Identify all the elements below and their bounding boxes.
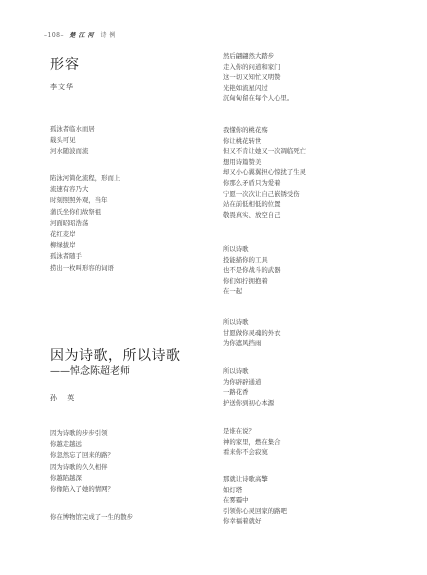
poem-line: 时刻照照外观，当年 xyxy=(50,196,108,205)
right-stanza-5 xyxy=(223,366,274,408)
poem-line: 陷泳河简化流程，形而上 xyxy=(50,174,121,182)
poem-line: 捞出一枚叫形容的词语 xyxy=(50,263,114,272)
right-stanza-3 xyxy=(223,244,281,297)
right-column xyxy=(223,0,393,575)
poem-line: 所以诗歌 xyxy=(223,367,249,375)
poem-line: 如灯塔 xyxy=(223,485,243,494)
poem-line: 宁愿一次次让自己嵌锈受伤 xyxy=(223,189,300,198)
poem-line: 河面昭昭浩荡 xyxy=(50,218,89,227)
page-number: –108– xyxy=(44,32,64,39)
right-stanza-6 xyxy=(223,426,281,458)
poem-line: 在一起 xyxy=(223,287,243,296)
poem-line: 你那么矛盾只为爱着 xyxy=(223,178,281,187)
poem-line: 敬畏真实、放空自己 xyxy=(223,210,281,219)
magazine-name: 楚 江 河 xyxy=(69,32,95,39)
poem1-author: 李文华 xyxy=(50,83,74,91)
poem2-stanza-1 xyxy=(50,428,114,495)
poem-line: 想用诗篇赞美 xyxy=(223,157,262,166)
section-name: 诗 例 xyxy=(100,32,116,39)
poem-line: 护送你到初心本源 xyxy=(223,398,275,407)
right-stanza-7 xyxy=(223,474,287,527)
poem-line: 你幸福着就好 xyxy=(223,517,262,526)
poem-line: 看来你不会寂寞 xyxy=(223,448,268,457)
poem1-stanza-1 xyxy=(50,124,95,158)
poem-line: 流速有容乃大 xyxy=(50,185,89,194)
right-stanza-4 xyxy=(223,317,281,349)
poem-line: 你让桃花转世 xyxy=(223,136,262,145)
poem-line: 载头可见 xyxy=(50,136,76,145)
poem1-title: 形容 xyxy=(50,57,80,73)
poem-line: 走入你的问道和家门 xyxy=(223,62,281,71)
poem-line: 花红麦岸 xyxy=(50,230,76,239)
poem-line: 河水随波而流 xyxy=(50,147,89,156)
poem-line: 为你遮风挡雨 xyxy=(223,339,262,348)
poem-line: 你像陷入了她的情网？ xyxy=(50,485,114,494)
poem-line: 甘愿做你灵魂的外衣 xyxy=(223,328,281,337)
poem-line: 在雾霾中 xyxy=(223,496,249,505)
poem-line: 你越走越远 xyxy=(50,440,82,449)
right-stanza-2 xyxy=(223,125,306,220)
poem-line: 沉甸甸留在每个人心里。 xyxy=(223,94,294,103)
poem2-author: 孙 英 xyxy=(50,394,79,402)
poem-line: 光艳如流星闪过 xyxy=(223,83,268,92)
poem2-subtitle: ——悼念陈超老师 xyxy=(50,366,130,377)
poem-line: 你在博物馆完成了一生的散步 xyxy=(50,513,134,521)
poem-line: 然后翩翩然大踏步 xyxy=(223,52,275,60)
poem-line: 你忽然忘了回来的路？ xyxy=(50,451,114,460)
poem-line: 所以诗歌 xyxy=(223,245,249,253)
poem-line: 那就让诗歌高擎 xyxy=(223,475,268,483)
poem-line: 投能描你的工具 xyxy=(223,255,268,264)
poem-line: 站在前低相低的位置 xyxy=(223,200,281,209)
poem-line: 柳绿拔岸 xyxy=(50,241,76,250)
poem-line: 蒲氏坐你们故祭祖 xyxy=(50,207,102,216)
poem-line: 是谁在说？ xyxy=(223,427,255,435)
poem-line: 为你辟辟通道 xyxy=(223,377,262,386)
left-column xyxy=(50,0,200,575)
poem-line: 你们如拧拥抱着 xyxy=(223,276,268,285)
poem-line: 神的家里，燃在集合 xyxy=(223,437,281,446)
poem-line: 我懂你的桃花殇 xyxy=(223,126,268,134)
poem2-title: 因为诗歌，所以诗歌 xyxy=(50,348,181,364)
right-stanza-1 xyxy=(223,51,293,104)
poem-line: 孤泳者随手 xyxy=(50,252,82,261)
poem-line: 也不是你战斗的武器 xyxy=(223,266,281,275)
poem2-stanza-2 xyxy=(50,512,133,523)
poem-line: 孤泳者临水而居 xyxy=(50,125,95,133)
poem-line: 所以诗歌 xyxy=(223,318,249,326)
poem1-stanza-2 xyxy=(50,173,120,274)
poem-line: 因为诗歌的久久相伴 xyxy=(50,462,108,471)
poem-line: 一路花香 xyxy=(223,388,249,397)
poem-line: 引领你心灵回家的路吧 xyxy=(223,506,287,515)
poem-line: 却又小心翼翼担心惊扰了生灵 xyxy=(223,168,307,177)
poem-line: 因为诗歌的步步引领 xyxy=(50,429,108,437)
poem-line: 但又不肯让她又一次凋临死亡 xyxy=(223,147,307,156)
poem-line: 这一切又知忙又明赞 xyxy=(223,73,281,82)
poem-line: 你越陷越深 xyxy=(50,473,82,482)
